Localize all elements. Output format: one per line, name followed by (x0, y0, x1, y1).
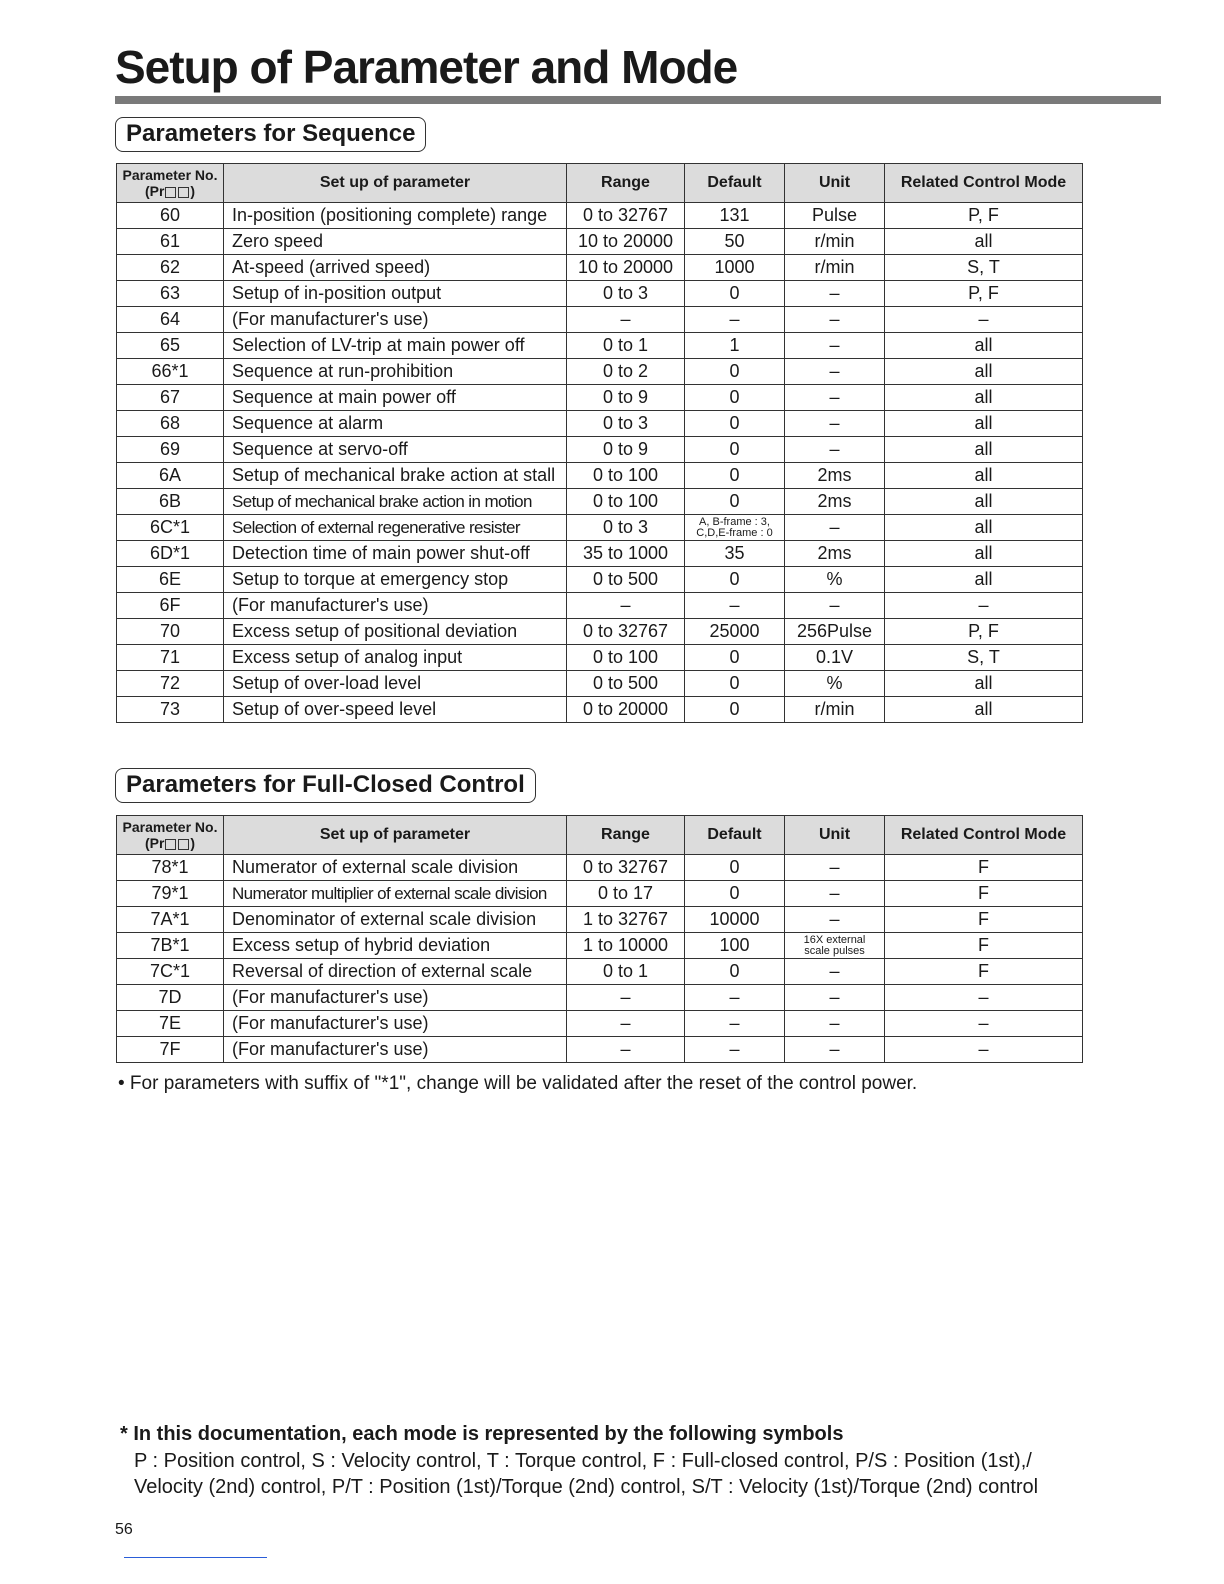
cell-default: 50 (685, 229, 785, 255)
cell-setup: Excess setup of analog input (224, 645, 567, 671)
cell-setup: In-position (positioning complete) range (224, 203, 567, 229)
cell-unit: – (785, 593, 885, 619)
cell-control-mode: F (885, 881, 1083, 907)
cell-range: 0 to 1 (567, 333, 685, 359)
header-unit: Unit (785, 164, 885, 203)
cell-control-mode: – (885, 1037, 1083, 1063)
cell-setup: At-speed (arrived speed) (224, 255, 567, 281)
cell-parameter-no: 7D (117, 985, 224, 1011)
header-parameter-no (117, 164, 224, 203)
table-row (117, 985, 1083, 1011)
full-closed-section-title: Parameters for Full-Closed Control (115, 768, 536, 803)
header-setup: Set up of parameter (224, 164, 567, 203)
cell-range: 0 to 9 (567, 437, 685, 463)
cell-setup: Setup of mechanical brake action in motion (224, 489, 567, 515)
table-row (117, 463, 1083, 489)
placeholder-box-icon (165, 839, 176, 850)
cell-range: 35 to 1000 (567, 541, 685, 567)
cell-control-mode: all (885, 567, 1083, 593)
cell-unit: 256Pulse (785, 619, 885, 645)
cell-default: 0 (685, 697, 785, 723)
cell-setup: Zero speed (224, 229, 567, 255)
cell-range: 0 to 32767 (567, 855, 685, 881)
cell-default: 0 (685, 881, 785, 907)
cell-control-mode: P, F (885, 203, 1083, 229)
table-row (117, 281, 1083, 307)
cell-parameter-no: 79*1 (117, 881, 224, 907)
cell-parameter-no: 64 (117, 307, 224, 333)
table-row (117, 619, 1083, 645)
cell-setup: Sequence at main power off (224, 385, 567, 411)
table-row (117, 385, 1083, 411)
header-unit: Unit (785, 816, 885, 855)
table-row (117, 359, 1083, 385)
cell-range: 0 to 3 (567, 411, 685, 437)
cell-default-line: C,D,E-frame : 0 (696, 526, 773, 539)
cell-parameter-no: 61 (117, 229, 224, 255)
cell-default: – (685, 1037, 785, 1063)
cell-parameter-no: 72 (117, 671, 224, 697)
header-range: Range (567, 164, 685, 203)
table-row (117, 933, 1083, 959)
legend-title: * In this documentation, each mode is represented by the following symbols (120, 1423, 844, 1445)
placeholder-box-icon (178, 839, 189, 850)
table-row (117, 307, 1083, 333)
cell-control-mode: P, F (885, 281, 1083, 307)
cell-parameter-no: 6E (117, 567, 224, 593)
cell-unit: – (785, 1011, 885, 1037)
cell-default-line: A, B-frame : 3, (699, 515, 770, 528)
cell-unit: – (785, 385, 885, 411)
header-parameter-no (117, 816, 224, 855)
cell-parameter-no: 6D*1 (117, 541, 224, 567)
table-row (117, 229, 1083, 255)
header-parameter-no-suffix: ) (190, 835, 196, 851)
cell-setup: Excess setup of hybrid deviation (224, 933, 567, 959)
cell-default (685, 515, 785, 541)
cell-setup: (For manufacturer's use) (224, 1011, 567, 1037)
header-range: Range (567, 816, 685, 855)
cell-range: 0 to 100 (567, 645, 685, 671)
cell-default: 0 (685, 489, 785, 515)
cell-default: 0 (685, 671, 785, 697)
bottom-link-underline[interactable] (124, 1557, 267, 1558)
cell-setup: (For manufacturer's use) (224, 307, 567, 333)
cell-setup: (For manufacturer's use) (224, 985, 567, 1011)
cell-range: – (567, 593, 685, 619)
cell-unit: – (785, 855, 885, 881)
cell-setup: Setup of over-load level (224, 671, 567, 697)
sequence-section-title: Parameters for Sequence (115, 117, 426, 152)
table-row (117, 645, 1083, 671)
cell-unit: 2ms (785, 463, 885, 489)
table-header-row (117, 816, 1083, 855)
cell-unit: – (785, 411, 885, 437)
cell-control-mode: all (885, 463, 1083, 489)
cell-unit: – (785, 1037, 885, 1063)
header-default: Default (685, 816, 785, 855)
cell-unit: – (785, 985, 885, 1011)
placeholder-box-icon (178, 187, 189, 198)
cell-default: 0 (685, 855, 785, 881)
cell-unit: – (785, 307, 885, 333)
cell-unit: r/min (785, 255, 885, 281)
cell-parameter-no: 68 (117, 411, 224, 437)
cell-unit: – (785, 959, 885, 985)
table-row (117, 567, 1083, 593)
cell-control-mode: S, T (885, 645, 1083, 671)
cell-range: – (567, 985, 685, 1011)
cell-setup: (For manufacturer's use) (224, 593, 567, 619)
reset-note: • For parameters with suffix of "*1", change will be validated after the reset of the control power. (118, 1073, 918, 1094)
table-header-row (117, 164, 1083, 203)
cell-control-mode: all (885, 515, 1083, 541)
cell-range: 0 to 32767 (567, 619, 685, 645)
cell-unit: – (785, 333, 885, 359)
cell-control-mode: – (885, 985, 1083, 1011)
cell-default: 25000 (685, 619, 785, 645)
placeholder-box-icon (165, 187, 176, 198)
page-number: 56 (115, 1521, 133, 1538)
cell-range: 0 to 9 (567, 385, 685, 411)
title-rule (115, 96, 1161, 104)
cell-setup: Sequence at run-prohibition (224, 359, 567, 385)
cell-default: 131 (685, 203, 785, 229)
cell-parameter-no: 7F (117, 1037, 224, 1063)
table-row (117, 333, 1083, 359)
cell-unit: 0.1V (785, 645, 885, 671)
cell-unit: 2ms (785, 541, 885, 567)
cell-range: 0 to 100 (567, 463, 685, 489)
header-default: Default (685, 164, 785, 203)
cell-default: 0 (685, 281, 785, 307)
cell-setup: Reversal of direction of external scale (224, 959, 567, 985)
header-parameter-no-prefix: (Pr (144, 835, 165, 851)
cell-unit: r/min (785, 697, 885, 723)
cell-default: 0 (685, 359, 785, 385)
cell-range: 0 to 500 (567, 671, 685, 697)
cell-setup: Denominator of external scale division (224, 907, 567, 933)
cell-range: 0 to 500 (567, 567, 685, 593)
cell-control-mode: F (885, 933, 1083, 959)
cell-parameter-no: 70 (117, 619, 224, 645)
table-row (117, 437, 1083, 463)
table-row (117, 489, 1083, 515)
table-row (117, 593, 1083, 619)
cell-setup: Excess setup of positional deviation (224, 619, 567, 645)
cell-range: 1 to 10000 (567, 933, 685, 959)
cell-setup: Selection of external regenerative resister (224, 515, 567, 541)
table-row (117, 855, 1083, 881)
cell-unit: % (785, 567, 885, 593)
cell-control-mode: all (885, 359, 1083, 385)
cell-unit: r/min (785, 229, 885, 255)
cell-control-mode: all (885, 671, 1083, 697)
cell-parameter-no: 6A (117, 463, 224, 489)
cell-unit-line: scale pulses (804, 944, 865, 957)
cell-control-mode: F (885, 855, 1083, 881)
cell-control-mode: all (885, 541, 1083, 567)
cell-parameter-no: 63 (117, 281, 224, 307)
cell-control-mode: all (885, 333, 1083, 359)
cell-parameter-no: 65 (117, 333, 224, 359)
cell-range: 0 to 2 (567, 359, 685, 385)
cell-setup: Setup of in-position output (224, 281, 567, 307)
cell-parameter-no: 71 (117, 645, 224, 671)
cell-range: 0 to 3 (567, 515, 685, 541)
cell-control-mode: all (885, 437, 1083, 463)
cell-range: 0 to 3 (567, 281, 685, 307)
cell-default: 0 (685, 411, 785, 437)
table-row (117, 515, 1083, 541)
cell-parameter-no: 6B (117, 489, 224, 515)
cell-control-mode: – (885, 1011, 1083, 1037)
table-row (117, 907, 1083, 933)
cell-setup: Detection time of main power shut-off (224, 541, 567, 567)
cell-setup: Numerator of external scale division (224, 855, 567, 881)
legend-line: Velocity (2nd) control, P/T : Position (1st)/Torque (2nd) control, S/T : Velocity (1st)/Torque (2nd) control (134, 1476, 1039, 1498)
cell-setup: (For manufacturer's use) (224, 1037, 567, 1063)
cell-setup: Setup of mechanical brake action at stall (224, 463, 567, 489)
table-row (117, 697, 1083, 723)
table-row (117, 255, 1083, 281)
cell-setup: Sequence at alarm (224, 411, 567, 437)
table-row (117, 881, 1083, 907)
cell-unit (785, 933, 885, 959)
full-closed-parameter-table (116, 815, 1083, 1063)
cell-parameter-no: 7C*1 (117, 959, 224, 985)
cell-control-mode: F (885, 907, 1083, 933)
legend-line: P : Position control, S : Velocity control, T : Torque control, F : Full-closed control, P/S : Position (1st),/ (134, 1450, 1032, 1472)
cell-unit: – (785, 907, 885, 933)
table-row (117, 203, 1083, 229)
cell-range: 0 to 17 (567, 881, 685, 907)
table-row (117, 411, 1083, 437)
table-row (117, 1011, 1083, 1037)
cell-unit: – (785, 881, 885, 907)
cell-setup: Setup of over-speed level (224, 697, 567, 723)
header-parameter-no-line1: Parameter No. (122, 819, 218, 835)
cell-setup: Sequence at servo-off (224, 437, 567, 463)
cell-parameter-no: 78*1 (117, 855, 224, 881)
cell-default: 1 (685, 333, 785, 359)
cell-control-mode: – (885, 307, 1083, 333)
cell-default: 0 (685, 385, 785, 411)
cell-control-mode: all (885, 697, 1083, 723)
cell-range: – (567, 307, 685, 333)
cell-range: 1 to 32767 (567, 907, 685, 933)
header-setup: Set up of parameter (224, 816, 567, 855)
cell-range: 0 to 20000 (567, 697, 685, 723)
cell-setup: Setup to torque at emergency stop (224, 567, 567, 593)
cell-unit: – (785, 359, 885, 385)
table-row (117, 959, 1083, 985)
table-row (117, 1037, 1083, 1063)
cell-default: 0 (685, 959, 785, 985)
cell-control-mode: S, T (885, 255, 1083, 281)
header-control-mode: Related Control Mode (885, 816, 1083, 855)
page-title: Setup of Parameter and Mode (115, 41, 738, 93)
header-parameter-no-suffix: ) (190, 183, 196, 199)
header-control-mode: Related Control Mode (885, 164, 1083, 203)
header-parameter-no-prefix: (Pr (144, 183, 165, 199)
table-row (117, 541, 1083, 567)
cell-range: – (567, 1037, 685, 1063)
cell-range: 0 to 32767 (567, 203, 685, 229)
cell-default: 100 (685, 933, 785, 959)
cell-parameter-no: 67 (117, 385, 224, 411)
cell-unit: 2ms (785, 489, 885, 515)
cell-parameter-no: 6F (117, 593, 224, 619)
cell-control-mode: all (885, 385, 1083, 411)
cell-range: 10 to 20000 (567, 229, 685, 255)
cell-parameter-no: 69 (117, 437, 224, 463)
cell-unit: Pulse (785, 203, 885, 229)
table-row (117, 671, 1083, 697)
cell-range: – (567, 1011, 685, 1037)
cell-control-mode: all (885, 411, 1083, 437)
sequence-parameter-table (116, 163, 1083, 723)
cell-default: 1000 (685, 255, 785, 281)
cell-parameter-no: 60 (117, 203, 224, 229)
cell-control-mode: P, F (885, 619, 1083, 645)
cell-parameter-no: 7E (117, 1011, 224, 1037)
cell-control-mode: F (885, 959, 1083, 985)
cell-unit: – (785, 515, 885, 541)
cell-control-mode: all (885, 489, 1083, 515)
cell-default: 10000 (685, 907, 785, 933)
cell-parameter-no: 7A*1 (117, 907, 224, 933)
cell-default: 0 (685, 567, 785, 593)
cell-default: – (685, 307, 785, 333)
cell-default: – (685, 985, 785, 1011)
cell-default: – (685, 1011, 785, 1037)
header-parameter-no-line1: Parameter No. (122, 167, 218, 183)
cell-range: 0 to 100 (567, 489, 685, 515)
cell-unit: – (785, 437, 885, 463)
cell-control-mode: – (885, 593, 1083, 619)
cell-default: 35 (685, 541, 785, 567)
cell-unit: % (785, 671, 885, 697)
cell-default: – (685, 593, 785, 619)
cell-default: 0 (685, 645, 785, 671)
cell-setup: Selection of LV-trip at main power off (224, 333, 567, 359)
cell-range: 0 to 1 (567, 959, 685, 985)
cell-range: 10 to 20000 (567, 255, 685, 281)
cell-default: 0 (685, 437, 785, 463)
cell-unit: – (785, 281, 885, 307)
legend-text (134, 1448, 1114, 1500)
cell-default: 0 (685, 463, 785, 489)
cell-unit-line: 16X external (803, 933, 866, 946)
cell-setup: Numerator multiplier of external scale division (224, 881, 567, 907)
cell-control-mode: all (885, 229, 1083, 255)
cell-parameter-no: 66*1 (117, 359, 224, 385)
cell-parameter-no: 62 (117, 255, 224, 281)
cell-parameter-no: 7B*1 (117, 933, 224, 959)
cell-parameter-no: 6C*1 (117, 515, 224, 541)
cell-parameter-no: 73 (117, 697, 224, 723)
